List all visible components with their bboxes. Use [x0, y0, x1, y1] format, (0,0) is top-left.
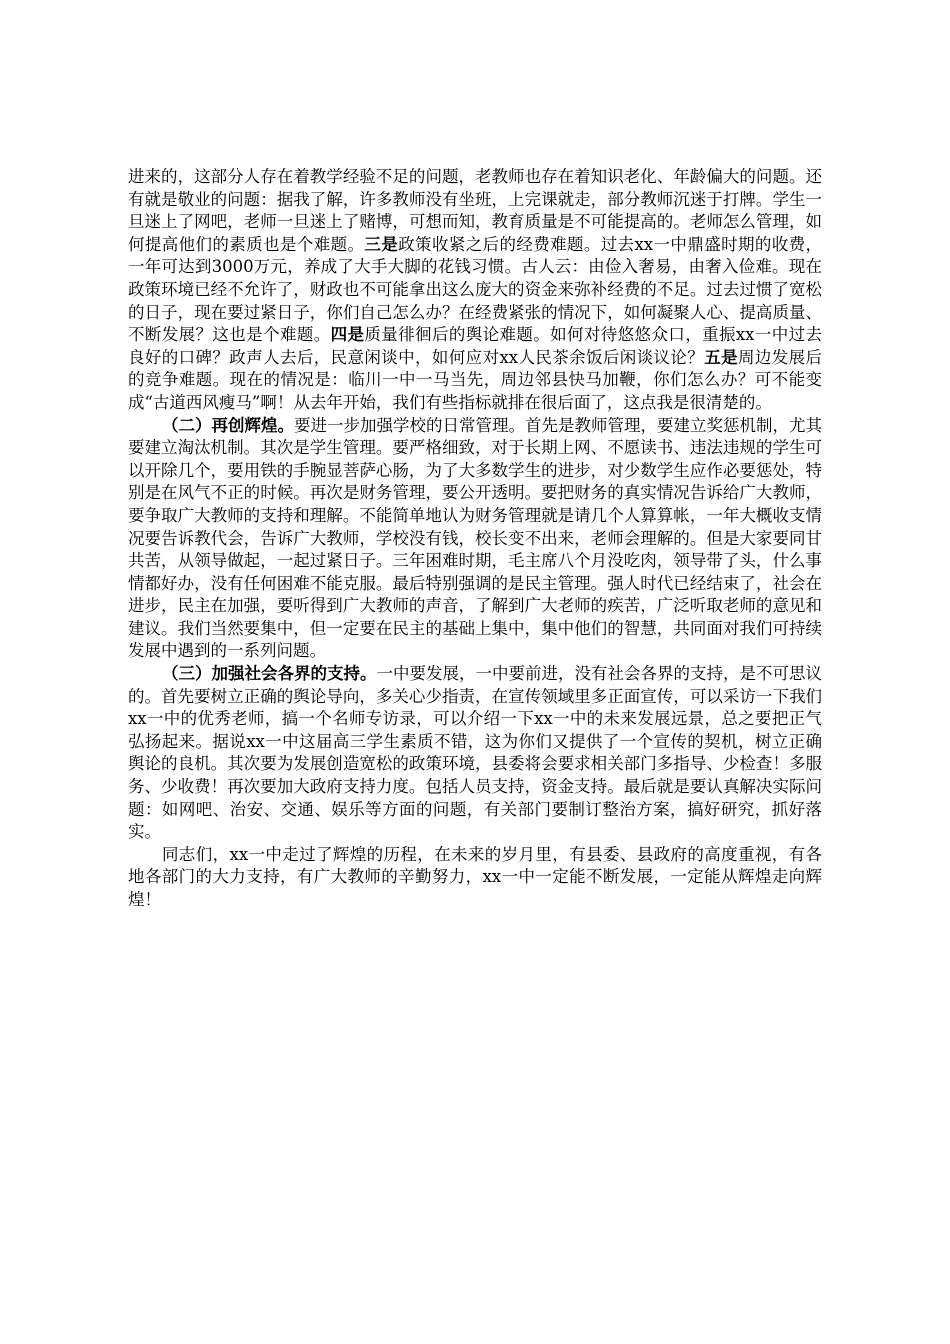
- paragraph-text: 同志们，xx一中走过了辉煌的历程，在未来的岁月里，有县委、县政府的高度重视，有各地各部门的大力支持，有广大教师的辛勤努力，xx一中一定能不断发展，一定能从辉煌走向辉煌！: [128, 844, 822, 909]
- section-rebuild-glory: [128, 415, 822, 664]
- paragraph-text: 要进一步加强学校的日常管理。首先是教师管理，要建立奖惩机制，尤其要建立淘汰机制。其次是学生管理。要严格细致，对于长期上网、不愿读书、违法违规的学生可以开除几个，要用铁的手腕显菩萨心肠，为了大多数学生的进步，对少数学生应作必要惩处，特别是在风气不正的时候。再次是财务管理，要公开透明。要把财务的真实情况告诉给广大教师，要争取广大教师的支持和理解。不能简单地认为财务管理就是请几个人算算帐，一年大概收支情况要告诉教代会，告诉广大教师，学校没有钱，校长变不出来，老师会理解的。但是大家要同甘共苦，从领导做起，一起过紧日子。三年困难时期，毛主席八个月没吃肉，领导带了头，什么事情都好办，没有任何困难不能克服。最后特别强调的是民主管理。强人时代已经结束了，社会在进步，民主在加强，要听得到广大教师的声音，了解到广大老师的疾苦，广泛听取老师的意见和建议。我们当然要集中，但一定要在民主的基础上集中，集中他们的智慧，共同面对我们可持续发展中遇到的一系列问题。: [128, 415, 822, 661]
- paragraph-text: 进来的，这部分人存在着教学经验不足的问题，老教师也存在着知识老化、年龄偏大的问题。还有就是敬业的问题：据我了解，许多教师没有坐班，上完课就走，部分教师沉迷于打牌。学生一旦迷上了网吧，老师一旦迷上了赌博，可想而知，教育质量是不可能提高的。老师怎么管理，如何提高他们的素质也是个难题。: [128, 167, 822, 254]
- paragraph-closing: [128, 844, 822, 912]
- section-heading: （三）加强社会各界的支持。: [162, 664, 377, 684]
- paragraph-text: 周边发展后的竞争难题。现在的情况是：临川一中一马当先，周边邻县快马加鞭，你们怎么办？可不能变成“古道西风瘦马”啊！从去年开始，我们有些指标就排在很后面了，这点我是很清楚的。: [128, 347, 823, 412]
- paragraph-emphasis: 四是: [330, 325, 365, 345]
- paragraph-difficulties: [128, 166, 822, 415]
- document-body: [128, 166, 822, 912]
- paragraph-text: 质量徘徊后的舆论难题。如何对待悠悠众口，重振xx一中过去良好的口碑？政声人去后，民意闲谈中，如何应对xx人民茶余饭后闲谈议论？: [128, 325, 823, 367]
- paragraph-emphasis: 五是: [704, 347, 738, 367]
- section-heading: （二）再创辉煌。: [162, 415, 294, 435]
- paragraph-text: 一中要发展，一中要前进，没有社会各界的支持，是不可思议的。首先要树立正确的舆论导向，多关心少指责，在宣传领域里多正面宣传，可以采访一下我们xx一中的优秀老师，搞一个名师专访录，可以介绍一下xx一中的未来发展远景，总之要把正气弘扬起来。据说xx一中这届高三学生素质不错，这为你们又提供了一个宣传的契机，树立正确舆论的良机。其次要为发展创造宽松的政策环境，县委将会要求相关部门多指导、少检查！多服务、少收费！再次要加大政府支持力度。包括人员支持，资金支持。最后就是要认真解决实际问题：如网吧、治安、交通、娱乐等方面的问题，有关部门要制订整治方案，搞好研究，抓好落实。: [128, 664, 822, 842]
- paragraph-emphasis: 三是: [364, 234, 399, 254]
- section-social-support: [128, 663, 822, 844]
- paragraph-text: 政策收紧之后的经费难题。过去xx一中鼎盛时期的收费，一年可达到3000万元，养成了大手大脚的花钱习惯。古人云：由俭入奢易，由奢入俭难。现在政策环境已经不允许了，财政也不可能拿出这么庞大的资金来弥补经费的不足。过去过惯了宽松的日子，现在要过紧日子，你们自己怎么办？在经费紧张的情况下，如何凝聚人心、提高质量、不断发展？这也是个难题。: [128, 234, 823, 345]
